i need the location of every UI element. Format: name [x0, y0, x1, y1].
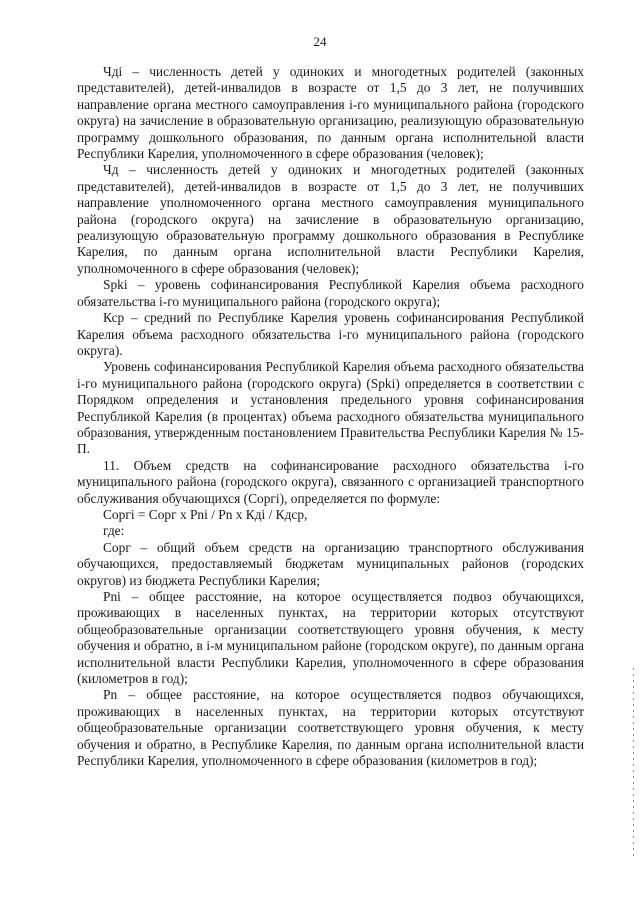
paragraph-ksr-definition: Кср – средний по Республике Карелия уровень софинансирования Республикой Карелия объема расходного обязательства i-го муниципального района (городского округа). — [77, 310, 584, 358]
scan-edge-mark — [633, 668, 634, 858]
paragraph-item-11: 11. Объем средств на софинансирование расходного обязательства i-го муниципального района (городского округа), связанного с организацией транспортного обслуживания обучающихся (Соргi), определяется по формуле: — [77, 457, 584, 506]
page-number: 24 — [313, 34, 327, 49]
paragraph-chdi-definition: Чдi – численность детей у одиноких и многодетных родителей (законных представителей), детей-инвалидов в возрасте от 1,5 до 3 лет, не получивших направление органа местного самоуправления i-го муниципального района (городского округа) на зачисление в образовательную организацию, реализующую образовательную программу дошкольного образования, по данным органа исполнительной власти Республики Карелия, уполномоченного в сфере образования (человек); — [77, 64, 584, 162]
paragraph-cofinancing-level: Уровень софинансирования Республикой Карелия объема расходного обязательства i-го муниципального района (городского округа) (Spki) определяется в соответствии с Порядком определения и установления предельного уровня софинансирования Республикой Карелия (в процентах) объема расходного обязательства муниципального образования, утвержденным постановлением Правительства Республики Карелия № 15-П. — [77, 359, 584, 457]
paragraph-chd-definition: Чд – численность детей у одиноких и многодетных родителей (законных представителей), детей-инвалидов в возрасте от 1,5 до 3 лет, не получивших направление уполномоченного органа местного самоуправления муниципального района (городского округа) на зачисление в образовательную организацию, реализующую образовательную программу дошкольного образования в Республике Карелия, по данным органа исполнительной власти Республики Карелия, уполномоченного в сфере образования (человек); — [77, 162, 584, 276]
definition-pn: Pn – общее расстояние, на которое осуществляется подвоз обучающихся, проживающих в населенных пунктах, на территории которых отсутствуют общеобразовательные организации соответствующего уровня обучения, к месту обучения и обратно, в Республике Карелия, по данным органа исполнительной власти Республики Карелия, уполномоченного в сфере образования (километров в год); — [77, 687, 584, 769]
document-body — [77, 64, 584, 769]
definition-pni: Pni – общее расстояние, на которое осуществляется подвоз обучающихся, проживающих в населенных пунктах, на территории которых отсутствуют общеобразовательные организации соответствующего уровня обучения, к месту обучения и обратно, в i-м муниципальном районе (городском округе), по данным органа исполнительной власти Республики Карелия, уполномоченного в сфере образования (километров в год); — [77, 589, 584, 687]
formula: Соргi = Сорг x Pni / Pn x Кдi / Кдср, — [103, 506, 308, 522]
where-label: где: — [103, 523, 125, 539]
paragraph-spki-definition: Spki – уровень софинансирования Республикой Карелия объема расходного обязательства i-го муниципального района (городского округа); — [77, 277, 584, 309]
definition-sorg: Сорг – общий объем средств на организацию транспортного обслуживания обучающихся, предоставляемый бюджетам муниципальных районов (городских округов) из бюджета Республики Карелия; — [77, 539, 584, 588]
